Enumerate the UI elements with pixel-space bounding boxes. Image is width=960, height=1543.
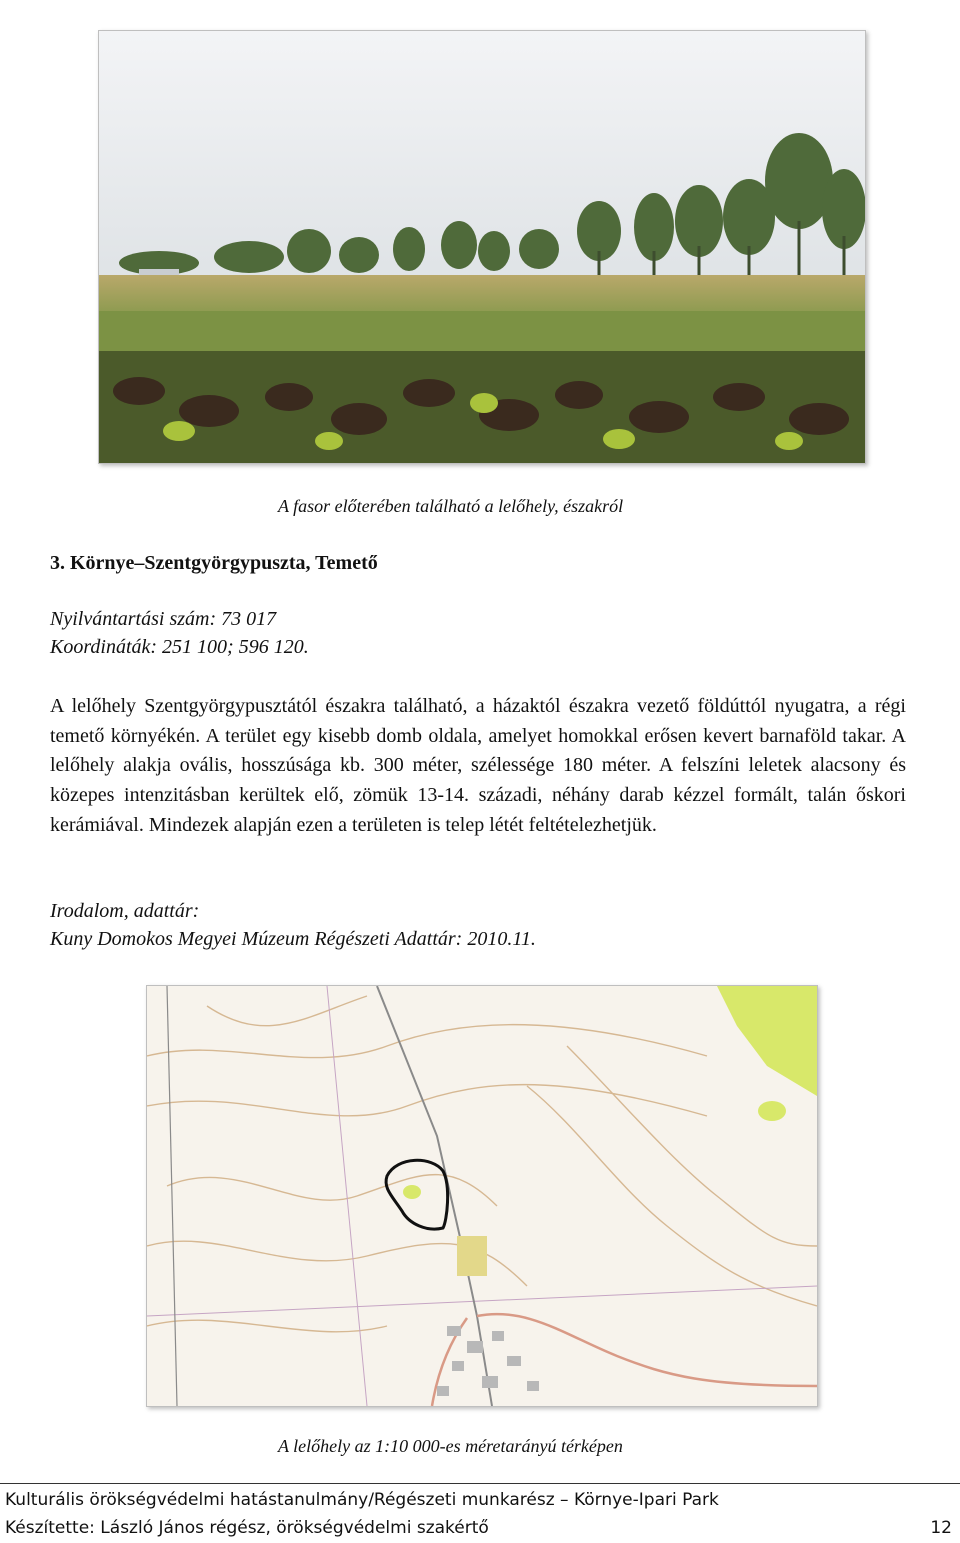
references-entry: Kuny Domokos Megyei Múzeum Régészeti Adattár: 2010.11. [50, 928, 536, 950]
site-photo [98, 30, 866, 464]
registry-coordinates: Koordináták: 251 100; 596 120. [50, 636, 309, 658]
section-title: 3. Környe–Szentgyörgypuszta, Temető [50, 552, 378, 574]
photo-caption: A fasor előterében található a lelőhely, északról [278, 496, 624, 516]
footer-title: Kulturális örökségvédelmi hatástanulmány/Régészeti munkarész – Környe-Ipari Park [5, 1490, 719, 1510]
footer-rule [0, 1483, 960, 1484]
page-number: 12 [930, 1518, 952, 1538]
footer-author: Készítette: László János régész, örökségvédelmi szakértő [5, 1518, 489, 1538]
site-description: A lelőhely Szentgyörgypusztától északra található, a házaktól északra vezető földúttól nyugatra, a régi temető környékén. A terület egy kisebb domb oldala, amelyet homokkal erősen kevert barnaföld takar. A lelőhely alakja ovális, hosszúsága kb. 300 méter, szélessége 180 méter. A felszíni leletek alacsony és közepes intenzitásban kerültek elő, zömük 13-14. századi, néhány darab kézzel formált, talán őskori kerámiával. Mindezek alapján ezen a területen is telep létét feltételezhetjük. [50, 695, 906, 836]
registry-number: Nyilvántartási szám: 73 017 [50, 608, 277, 630]
map-caption: A lelőhely az 1:10 000-es méretarányú térképen [278, 1436, 623, 1456]
site-map [146, 985, 818, 1407]
references-heading: Irodalom, adattár: [50, 900, 200, 922]
